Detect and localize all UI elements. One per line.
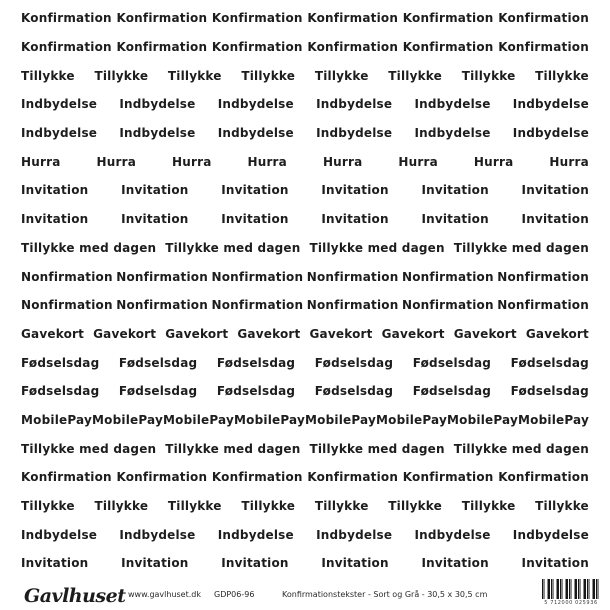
word-sticker: Tillykke med dagen <box>309 441 445 456</box>
word-sticker: Indbydelse <box>414 527 491 542</box>
text-row <box>0 492 610 521</box>
text-row <box>0 147 610 176</box>
product-description: Konfirmationstekster - Sort og Grå - 30,5 x 30,5 cm <box>282 590 488 599</box>
word-sticker: Nonfirmation <box>497 269 589 284</box>
word-sticker: Indbydelse <box>316 97 393 112</box>
word-sticker: Fødselsdag <box>216 355 296 370</box>
word-sticker: Fødselsdag <box>118 384 198 399</box>
word-sticker: Indbydelse <box>217 527 294 542</box>
word-sticker: Nonfirmation <box>306 298 399 313</box>
text-row <box>0 320 610 349</box>
word-sticker: Tillykke <box>94 68 149 83</box>
word-sticker: Indbydelse <box>512 126 589 141</box>
word-sticker: Tillykke med dagen <box>21 441 157 456</box>
word-sticker: Fødselsdag <box>314 384 394 399</box>
word-sticker: Konfirmation <box>402 470 494 485</box>
word-sticker: Tillykke <box>535 68 589 83</box>
word-sticker: Nonfirmation <box>211 269 304 284</box>
word-sticker: Tillykke <box>167 68 222 83</box>
text-row <box>0 377 610 406</box>
word-sticker: Konfirmation <box>116 40 208 55</box>
word-sticker: Tillykke med dagen <box>21 240 157 255</box>
word-sticker: Invitation <box>21 556 89 571</box>
word-sticker: Konfirmation <box>21 11 112 26</box>
word-sticker: Tillykke <box>94 499 149 514</box>
word-sticker: Tillykke <box>241 68 296 83</box>
text-row <box>0 520 610 549</box>
word-sticker: Invitation <box>121 183 189 198</box>
word-sticker: Gavekort <box>237 326 301 341</box>
text-row <box>0 406 610 435</box>
word-sticker: Tillykke <box>167 499 222 514</box>
word-sticker: Tillykke <box>21 68 75 83</box>
word-sticker: Indbydelse <box>414 97 491 112</box>
word-sticker: Indbydelse <box>414 126 491 141</box>
word-sticker: Konfirmation <box>498 470 589 485</box>
word-sticker: Tillykke <box>461 499 516 514</box>
word-sticker: Indbydelse <box>217 126 294 141</box>
word-sticker: Indbydelse <box>512 97 589 112</box>
text-row <box>0 234 610 263</box>
word-sticker: Konfirmation <box>498 40 589 55</box>
text-row <box>0 549 610 578</box>
word-sticker: Invitation <box>321 556 389 571</box>
word-sticker: Invitation <box>21 183 89 198</box>
word-sticker: MobilePay <box>92 412 163 427</box>
word-sticker: Fødselsdag <box>510 355 589 370</box>
word-sticker: Invitation <box>21 212 89 227</box>
word-sticker: Gavekort <box>21 326 85 341</box>
word-sticker: Konfirmation <box>116 470 208 485</box>
barcode-bars-icon <box>542 579 600 599</box>
word-sticker: Tillykke <box>314 499 369 514</box>
word-sticker: Konfirmation <box>307 470 399 485</box>
word-sticker: Invitation <box>221 556 289 571</box>
word-sticker: Indbydelse <box>316 527 393 542</box>
word-sticker: Nonfirmation <box>402 269 494 284</box>
word-sticker: Hurra <box>322 154 363 169</box>
word-sticker: Invitation <box>321 183 389 198</box>
text-row <box>0 434 610 463</box>
word-sticker: Indbydelse <box>217 97 294 112</box>
word-sticker: Indbydelse <box>21 126 98 141</box>
word-sticker: MobilePay <box>305 412 376 427</box>
word-sticker: Konfirmation <box>211 11 303 26</box>
word-sticker: Tillykke med dagen <box>165 441 301 456</box>
word-sticker: Hurra <box>96 154 137 169</box>
text-row <box>0 4 610 33</box>
word-sticker: Invitation <box>121 212 189 227</box>
word-sticker: Nonfirmation <box>116 269 208 284</box>
word-sticker: Hurra <box>171 154 212 169</box>
word-sticker: Nonfirmation <box>211 298 304 313</box>
word-sticker: MobilePay <box>163 412 234 427</box>
word-sticker: Nonfirmation <box>21 269 113 284</box>
product-code: GDP06-96 <box>214 590 255 599</box>
word-sticker: Tillykke <box>461 68 516 83</box>
word-sticker: MobilePay <box>21 412 92 427</box>
barcode-digits: 5 712000 025936 <box>544 600 598 606</box>
word-sticker: Invitation <box>221 212 289 227</box>
text-row <box>0 119 610 148</box>
footer <box>0 576 610 610</box>
word-sticker: Tillykke med dagen <box>309 240 445 255</box>
word-sticker: Invitation <box>421 556 489 571</box>
word-sticker: Konfirmation <box>211 40 303 55</box>
word-sticker: Tillykke <box>388 68 442 83</box>
word-sticker: Tillykke <box>21 499 75 514</box>
word-sticker: Invitation <box>421 183 489 198</box>
word-sticker: Invitation <box>321 212 389 227</box>
word-sticker: Indbydelse <box>119 97 196 112</box>
word-sticker: Nonfirmation <box>116 298 208 313</box>
word-sticker: Tillykke <box>535 499 589 514</box>
word-sticker: Konfirmation <box>307 11 399 26</box>
barcode <box>541 579 601 606</box>
word-sticker: MobilePay <box>234 412 305 427</box>
word-sticker: Indbydelse <box>21 527 98 542</box>
word-sticker: MobilePay <box>376 412 447 427</box>
word-sticker: Konfirmation <box>307 40 399 55</box>
word-sticker: Fødselsdag <box>118 355 198 370</box>
word-sticker: Invitation <box>521 212 589 227</box>
word-sticker: Indbydelse <box>512 527 589 542</box>
word-sticker: Tillykke med dagen <box>453 441 589 456</box>
word-sticker: Indbydelse <box>119 126 196 141</box>
word-sticker: Invitation <box>521 556 589 571</box>
word-sticker: Nonfirmation <box>21 298 113 313</box>
text-row <box>0 90 610 119</box>
word-sticker: MobilePay <box>447 412 518 427</box>
word-sticker: Fødselsdag <box>216 384 296 399</box>
word-sticker: Fødselsdag <box>412 355 492 370</box>
website-text: www.gavlhuset.dk <box>128 590 201 599</box>
word-sticker: Hurra <box>247 154 287 169</box>
word-sticker: Tillykke <box>241 499 296 514</box>
word-sticker: Konfirmation <box>402 40 494 55</box>
word-sticker: Konfirmation <box>116 11 208 26</box>
word-sticker: Tillykke med dagen <box>165 240 301 255</box>
text-row <box>0 291 610 320</box>
word-sticker: Fødselsdag <box>314 355 394 370</box>
word-sticker: Hurra <box>549 154 589 169</box>
word-sticker: MobilePay <box>518 412 589 427</box>
word-sticker: Konfirmation <box>21 470 112 485</box>
text-row <box>0 33 610 62</box>
word-sticker: Tillykke <box>388 499 442 514</box>
word-sticker: Gavekort <box>525 326 589 341</box>
word-sticker: Konfirmation <box>21 40 112 55</box>
text-row <box>0 348 610 377</box>
word-sticker: Fødselsdag <box>412 384 492 399</box>
word-sticker: Nonfirmation <box>497 298 589 313</box>
word-sticker: Gavekort <box>453 326 517 341</box>
word-sticker: Indbydelse <box>119 527 196 542</box>
text-row <box>0 176 610 205</box>
word-sticker: Invitation <box>521 183 589 198</box>
text-row <box>0 61 610 90</box>
word-sticker: Gavekort <box>309 326 373 341</box>
word-sticker: Konfirmation <box>402 11 494 26</box>
word-sticker: Invitation <box>421 212 489 227</box>
word-sticker: Indbydelse <box>316 126 393 141</box>
word-sticker: Gavekort <box>93 326 157 341</box>
word-sticker: Fødselsdag <box>21 355 100 370</box>
word-sticker: Indbydelse <box>21 97 98 112</box>
word-sticker: Hurra <box>473 154 514 169</box>
word-sticker: Nonfirmation <box>402 298 494 313</box>
word-sticker: Tillykke <box>314 68 369 83</box>
gavlhuset-logo: Gavlhuset <box>24 585 126 607</box>
text-row <box>0 205 610 234</box>
word-sticker: Fødselsdag <box>21 384 100 399</box>
word-sticker: Gavekort <box>165 326 229 341</box>
word-sticker: Fødselsdag <box>510 384 589 399</box>
word-sticker: Invitation <box>121 556 189 571</box>
word-sticker: Hurra <box>398 154 438 169</box>
word-sticker: Gavekort <box>381 326 445 341</box>
word-sticker: Nonfirmation <box>306 269 399 284</box>
word-sticker: Konfirmation <box>211 470 303 485</box>
text-row <box>0 262 610 291</box>
word-sticker: Hurra <box>21 154 61 169</box>
word-sticker: Invitation <box>221 183 289 198</box>
word-sticker: Tillykke med dagen <box>453 240 589 255</box>
word-sticker: Konfirmation <box>498 11 589 26</box>
text-row <box>0 463 610 492</box>
